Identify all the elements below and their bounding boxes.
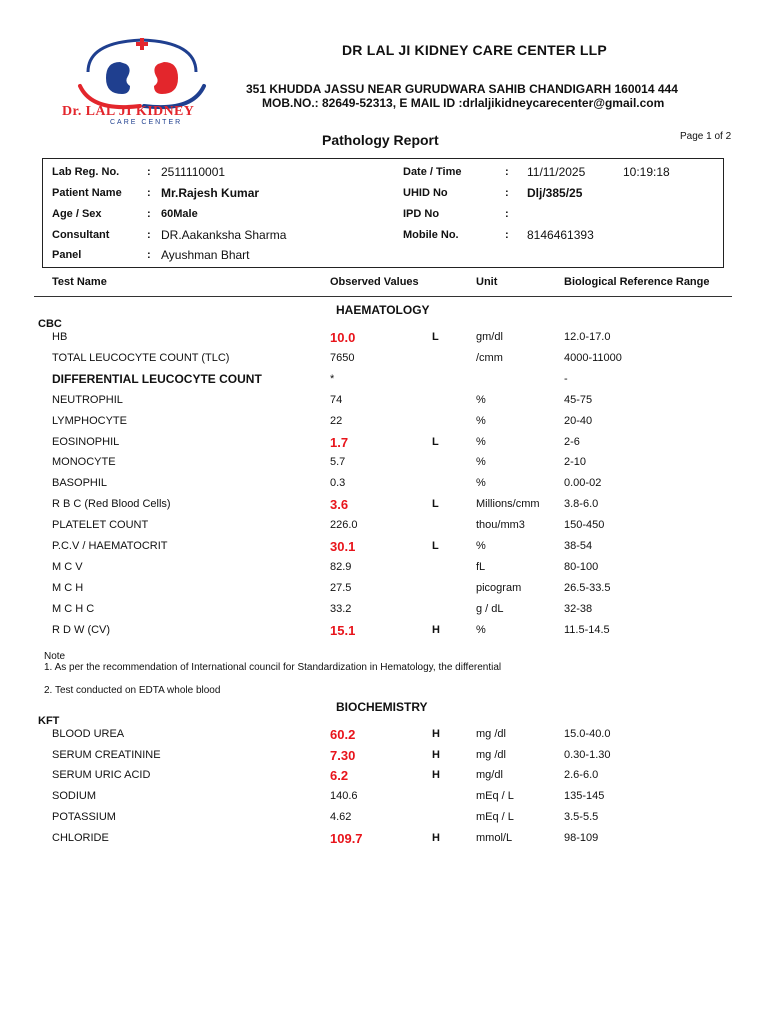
- unit: %: [476, 623, 486, 636]
- observed-value: 7.30: [330, 747, 356, 763]
- test-name: DIFFERENTIAL LEUCOCYTE COUNT: [52, 371, 262, 386]
- test-name: POTASSIUM: [52, 810, 116, 823]
- col-observed: Observed Values: [330, 276, 419, 288]
- reference-range: 2-10: [564, 456, 587, 469]
- logo-title: Dr. LAL JI KIDNEY: [62, 104, 195, 119]
- mobile-value: 8146461393: [527, 228, 594, 242]
- test-name: MONOCYTE: [52, 456, 116, 469]
- time-value: 10:19:18: [623, 165, 670, 179]
- test-name: HB: [52, 331, 68, 343]
- unit: mmol/L: [476, 831, 513, 844]
- unit: g / dL: [476, 602, 504, 615]
- abnormal-flag: H: [432, 623, 440, 636]
- observed-value: 10.0: [330, 330, 356, 345]
- group-cbc: CBC: [38, 318, 62, 330]
- reference-range: 15.0-40.0: [564, 728, 611, 740]
- unit: /cmm: [476, 351, 503, 364]
- note-line-2: 2. Test conducted on EDTA whole blood: [44, 685, 221, 696]
- colon: :: [147, 249, 151, 261]
- abnormal-flag: H: [432, 748, 440, 761]
- colon: :: [147, 187, 151, 199]
- abnormal-flag: H: [432, 769, 440, 782]
- age-sex-label: Age / Sex: [52, 208, 102, 220]
- unit: mg /dl: [476, 728, 506, 740]
- reference-range: 2.6-6.0: [564, 769, 599, 782]
- test-name: LYMPHOCYTE: [52, 414, 127, 427]
- unit: Millions/cmm: [476, 498, 540, 511]
- unit: mEq / L: [476, 810, 514, 823]
- unit: gm/dl: [476, 331, 503, 343]
- test-name: R D W (CV): [52, 623, 111, 636]
- reference-range: 3.8-6.0: [564, 498, 599, 511]
- abnormal-flag: L: [432, 540, 439, 552]
- note-title: Note: [44, 651, 66, 662]
- test-name: SERUM URIC ACID: [52, 769, 151, 782]
- unit: %: [476, 414, 486, 427]
- center-address: 351 KHUDDA JASSU NEAR GURUDWARA SAHIB CHANDIGARH 160014 444: [246, 82, 678, 96]
- date-value: 11/11/2025: [527, 165, 586, 179]
- observed-value: 4.62: [330, 810, 352, 823]
- note-line-1: 1. As per the recommendation of International council for Standardization in Hematology, the differential: [44, 662, 502, 673]
- test-name: P.C.V / HAEMATOCRIT: [52, 540, 168, 552]
- observed-value: 5.7: [330, 456, 346, 469]
- reference-range: 150-450: [564, 519, 605, 532]
- header-divider: [34, 296, 732, 297]
- observed-value: 7650: [330, 351, 355, 364]
- reference-range: 11.5-14.5: [564, 623, 610, 636]
- reference-range: 80-100: [564, 560, 599, 573]
- abnormal-flag: H: [432, 728, 440, 740]
- test-name: M C H: [52, 581, 84, 594]
- observed-value: 226.0: [330, 519, 358, 532]
- abnormal-flag: L: [432, 498, 439, 511]
- test-name: EOSINOPHIL: [52, 435, 120, 448]
- unit: %: [476, 540, 486, 552]
- center-name: DR LAL JI KIDNEY CARE CENTER LLP: [342, 42, 607, 58]
- colon: :: [147, 208, 151, 220]
- unit: %: [476, 477, 486, 490]
- logo-subtitle: CARE CENTER: [110, 119, 183, 126]
- test-name: BLOOD UREA: [52, 728, 125, 740]
- abnormal-flag: L: [432, 435, 439, 448]
- unit: mEq / L: [476, 790, 514, 803]
- observed-value: 27.5: [330, 581, 352, 594]
- col-reference: Biological Reference Range: [564, 276, 710, 288]
- test-name: CHLORIDE: [52, 831, 109, 844]
- patient-details-box: [42, 158, 724, 268]
- reference-range: 0.30-1.30: [564, 748, 611, 761]
- patient-name-label: Patient Name: [52, 187, 122, 199]
- age-sex-value: 60Male: [161, 208, 198, 220]
- unit: %: [476, 393, 486, 406]
- observed-value: 3.6: [330, 497, 349, 513]
- section-biochemistry: BIOCHEMISTRY: [336, 700, 428, 714]
- consultant-label: Consultant: [52, 229, 110, 241]
- clinic-logo: [58, 34, 228, 132]
- reference-range: 38-54: [564, 540, 593, 552]
- test-name: BASOPHIL: [52, 477, 108, 490]
- observed-value: 6.2: [330, 768, 349, 784]
- colon: :: [505, 229, 509, 241]
- observed-value: 82.9: [330, 560, 352, 573]
- test-name: M C H C: [52, 602, 95, 615]
- colon: :: [147, 166, 151, 178]
- observed-value: 109.7: [330, 830, 363, 846]
- col-unit: Unit: [476, 276, 498, 288]
- section-haematology: HAEMATOLOGY: [336, 303, 430, 317]
- unit: mg/dl: [476, 769, 503, 782]
- panel-label: Panel: [52, 249, 82, 261]
- test-name: SODIUM: [52, 790, 96, 803]
- page-number: Page 1 of 2: [680, 131, 732, 142]
- reference-range: 20-40: [564, 414, 593, 427]
- reference-range: 26.5-33.5: [564, 581, 611, 594]
- date-time-label: Date / Time: [403, 166, 462, 178]
- colon: :: [147, 229, 151, 241]
- reference-range: 32-38: [564, 602, 593, 615]
- observed-value: 0.3: [330, 477, 346, 490]
- observed-value: 1.7: [330, 434, 349, 450]
- unit: picogram: [476, 581, 522, 594]
- unit: fL: [476, 560, 486, 573]
- reference-range: 2-6: [564, 435, 580, 448]
- colon: :: [505, 187, 509, 199]
- observed-value: 60.2: [330, 727, 356, 742]
- reference-range: 12.0-17.0: [564, 331, 611, 343]
- observed-value: 30.1: [330, 539, 356, 554]
- center-contact: MOB.NO.: 82649-52313, E MAIL ID :drlaljikidneycarecenter@gmail.com: [262, 96, 665, 110]
- report-title: Pathology Report: [322, 132, 439, 148]
- patient-name-value: Mr.Rajesh Kumar: [161, 186, 260, 200]
- abnormal-flag: L: [432, 331, 439, 343]
- uhid-label: UHID No: [403, 187, 448, 199]
- unit: %: [476, 435, 486, 448]
- unit: mg /dl: [476, 748, 506, 761]
- reference-range: 4000-11000: [564, 351, 622, 364]
- test-name: M C V: [52, 560, 83, 573]
- unit: %: [476, 456, 486, 469]
- group-kft: KFT: [38, 715, 60, 727]
- reference-range: 45-75: [564, 393, 593, 406]
- lab-reg-value: 2511110001: [161, 165, 226, 179]
- test-name: SERUM CREATININE: [52, 748, 161, 761]
- mobile-label: Mobile No.: [403, 229, 459, 241]
- colon: :: [505, 166, 509, 178]
- observed-value: 15.1: [330, 622, 356, 638]
- unit: thou/mm3: [476, 519, 525, 532]
- panel-value: Ayushman Bhart: [161, 248, 250, 262]
- test-name: NEUTROPHIL: [52, 393, 123, 406]
- reference-range: 3.5-5.5: [564, 810, 599, 823]
- ipd-label: IPD No: [403, 208, 440, 220]
- reference-range: -: [564, 372, 568, 385]
- reference-range: 98-109: [564, 831, 599, 844]
- lab-reg-label: Lab Reg. No.: [52, 166, 120, 178]
- observed-value: *: [330, 372, 335, 385]
- reference-range: 135-145: [564, 790, 605, 803]
- test-name: PLATELET COUNT: [52, 519, 149, 532]
- col-test-name: Test Name: [52, 276, 107, 288]
- observed-value: 140.6: [330, 790, 358, 803]
- test-name: TOTAL LEUCOCYTE COUNT (TLC): [52, 351, 230, 364]
- observed-value: 74: [330, 393, 343, 406]
- observed-value: 22: [330, 414, 343, 427]
- test-name: R B C (Red Blood Cells): [52, 498, 171, 511]
- abnormal-flag: H: [432, 831, 440, 844]
- colon: :: [505, 208, 509, 220]
- uhid-value: Dlj/385/25: [527, 186, 583, 200]
- observed-value: 33.2: [330, 602, 352, 615]
- reference-range: 0.00-02: [564, 477, 602, 490]
- consultant-value: DR.Aakanksha Sharma: [161, 228, 287, 242]
